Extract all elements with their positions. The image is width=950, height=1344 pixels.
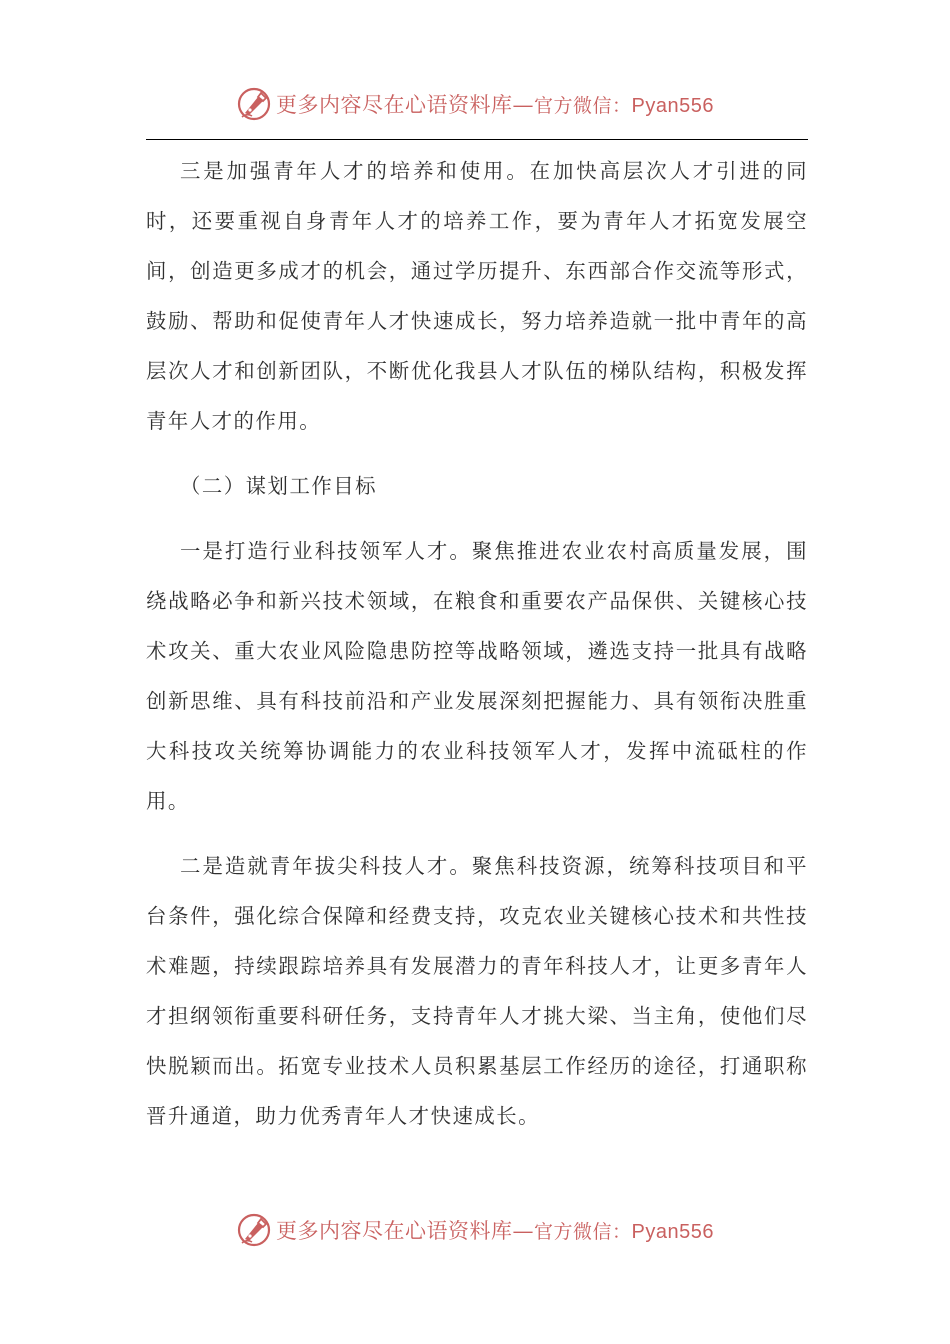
banner-wechat-label: 官方微信： [534,1221,632,1243]
header-banner [0,84,950,124]
banner-wechat-id: Pyan556 [631,95,714,117]
paragraph-young-top-talent: 二是造就青年拔尖科技人才。聚焦科技资源，统筹科技项目和平台条件，强化综合保障和经费支持，攻克农业关键核心技术和共性技术难题，持续跟踪培养具有发展潜力的青年科技人才，让更多青年人才担纲领衔重要科研任务，支持青年人才挑大梁、当主角，使他们尽快脱颖而出。拓宽专业技术人员积累基层工作经历的途径，打通职称晋升通道，助力优秀青年人才快速成长。 [146,854,808,1128]
banner-dash: — [512,93,534,117]
banner-wechat-label: 官方微信： [534,95,632,117]
section-heading-work-goals: （二）谋划工作目标 [180,474,378,498]
document-body [146,146,808,1156]
banner-wechat-id: Pyan556 [631,1221,714,1243]
paragraph-youth-talent-training: 三是加强青年人才的培养和使用。在加快高层次人才引进的同时，还要重视自身青年人才的培养工作，要为青年人才拓宽发展空间，创造更多成才的机会，通过学历提升、东西部合作交流等形式，鼓励、帮助和促使青年人才快速成长，努力培养造就一批中青年的高层次人才和创新团队，不断优化我县人才队伍的梯队结构，积极发挥青年人才的作用。 [146,159,808,433]
banner-dash: — [512,1219,534,1243]
pen-nib-logo-icon [236,86,272,122]
pen-nib-logo-icon [236,1212,272,1248]
banner-title: 更多内容尽在心语资料库 [276,93,513,117]
paragraph-leading-talent: 一是打造行业科技领军人才。聚焦推进农业农村高质量发展，围绕战略必争和新兴技术领域，在粮食和重要农产品保供、关键核心技术攻关、重大农业风险隐患防控等战略领域，遴选支持一批具有战略创新思维、具有科技前沿和产业发展深刻把握能力、具有领衔决胜重大科技攻关统筹协调能力的农业科技领军人才，发挥中流砥柱的作用。 [146,539,808,813]
footer-banner-text [276,1215,714,1245]
footer-banner [0,1210,950,1250]
header-divider [146,139,808,140]
banner-title: 更多内容尽在心语资料库 [276,1219,513,1243]
header-banner-text [276,89,714,119]
